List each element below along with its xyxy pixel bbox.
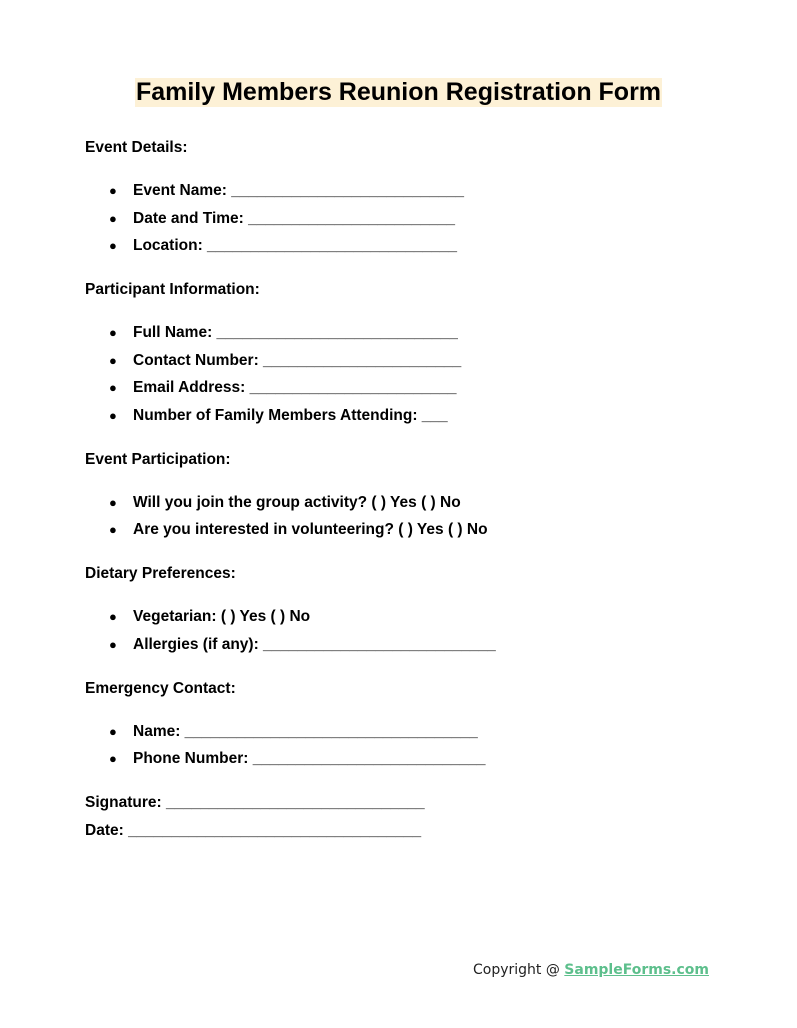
field-label-contact-number: Contact Number: _______________________ [133,351,462,369]
list-item-emergency-phone[interactable] [85,749,725,769]
sampleforms-link[interactable]: SampleForms.com [564,962,709,978]
bullet-icon: ● [109,636,117,652]
field-label-emergency-phone: Phone Number: ___________________________ [133,750,486,767]
list-item-location[interactable] [85,236,725,256]
field-label-event-name: Event Name: ___________________________ [133,182,464,199]
field-label-volunteering: Are you interested in volunteering? ( ) Yes ( ) No [133,521,488,538]
title-container [0,78,797,107]
list-item-vegetarian[interactable] [85,607,725,627]
bullet-icon: ● [109,522,117,537]
bullet-icon: ● [109,325,117,340]
event-details-list [85,181,725,256]
section-heading-dietary-preferences: Dietary Preferences: [85,565,236,582]
field-label-full-name: Full Name: ____________________________ [133,324,458,341]
bullet-icon: ● [109,183,117,198]
list-item-allergies[interactable] [85,635,725,655]
bullet-icon: ● [109,210,117,226]
field-label-date-time: Date and Time: ________________________ [133,209,456,227]
list-item-full-name[interactable] [85,323,725,343]
page-title: Family Members Reunion Registration Form [135,78,662,106]
bullet-icon: ● [109,609,117,624]
bullet-icon: ● [109,494,117,510]
dietary-preferences-list [85,607,725,655]
bullet-icon: ● [109,380,117,395]
field-label-allergies: Allergies (if any): ___________________________ [133,635,496,653]
list-item-group-activity[interactable] [85,493,725,513]
field-label-vegetarian: Vegetarian: ( ) Yes ( ) No [133,608,311,625]
list-item-contact-number[interactable] [85,351,725,371]
section-heading-event-details: Event Details: [85,139,188,156]
form-content [85,138,725,849]
field-label-family-members-attending: Number of Family Members Attending: ___ [133,406,448,424]
field-label-emergency-name: Name: __________________________________ [133,722,478,740]
participant-information-list [85,323,725,426]
bullet-icon: ● [109,751,117,766]
list-item-family-members-attending[interactable] [85,406,725,426]
signature-line[interactable]: Signature: ______________________________ [85,794,425,811]
footer-copyright [0,960,709,980]
bullet-icon: ● [109,723,117,739]
list-item-date-time[interactable] [85,209,725,229]
section-heading-emergency-contact: Emergency Contact: [85,679,236,697]
date-line[interactable]: Date: __________________________________ [85,822,422,839]
field-label-group-activity: Will you join the group activity? ( ) Yes ( ) No [133,493,461,511]
emergency-contact-list [85,722,725,770]
section-heading-event-participation: Event Participation: [85,450,231,468]
bullet-icon: ● [109,352,117,368]
bullet-icon: ● [109,238,117,253]
list-item-event-name[interactable] [85,181,725,201]
list-item-volunteering[interactable] [85,520,725,540]
list-item-emergency-name[interactable] [85,722,725,742]
event-participation-list [85,493,725,541]
list-item-email-address[interactable] [85,378,725,398]
copyright-text: Copyright @ [472,962,565,978]
field-label-location: Location: _____________________________ [133,237,458,254]
field-label-email-address: Email Address: ________________________ [133,379,457,396]
section-heading-participant-information: Participant Information: [85,281,260,298]
bullet-icon: ● [109,407,117,423]
